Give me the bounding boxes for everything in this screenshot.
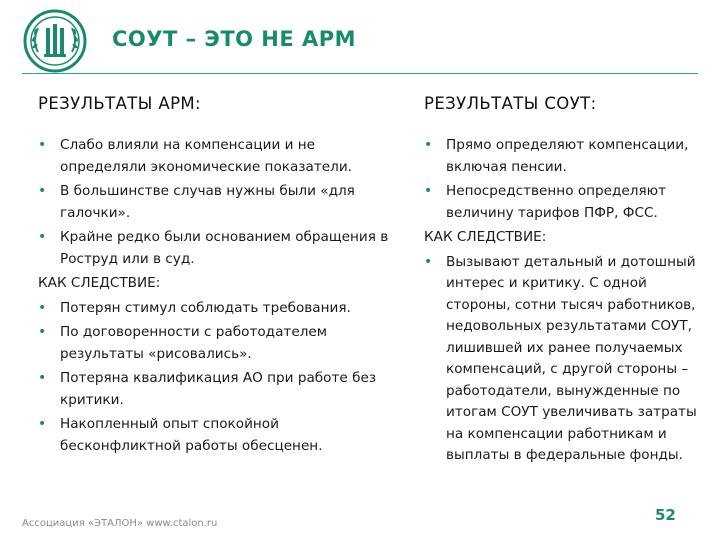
left-column <box>38 84 390 457</box>
list-item: • Прямо определяют компенсации, включая пенсии. <box>424 135 702 178</box>
section-label: КАК СЛЕДСТВИЕ: <box>424 229 547 245</box>
list-item: • В большинстве случав нужны были «для галочки». <box>38 181 390 224</box>
right-column <box>424 84 702 467</box>
right-list <box>424 135 702 467</box>
slide-title: СОУТ – ЭТО НЕ АРМ <box>112 27 357 51</box>
list-item: • Накопленный опыт спокойной бесконфликтной работы обесценен. <box>38 414 390 457</box>
list-item: • Потеряна квалификация АО при работе без критики. <box>38 368 390 411</box>
list-item: • Крайне редко были основанием обращения в Роструд или в суд. <box>38 227 390 270</box>
list-item: • Вызывают детальный и дотошный интерес и критику. С одной стороны, сотни тысяч работников, недовольных результатами СОУТ, лишившей их ранее получаемых компенсаций, с другой стороны – работодатели, вынужденные по итогам СОУТ увеличивать затраты на компенсации работникам и выплаты в федеральные фонды. <box>424 252 702 467</box>
list-item: • По договоренности с работодателем результаты «рисовались». <box>38 322 390 365</box>
right-heading: РЕЗУЛЬТАТЫ СОУТ: <box>424 94 597 113</box>
list-item: • Слабо влияли на компенсации и не определяли экономические показатели. <box>38 135 390 178</box>
header-divider <box>22 73 698 74</box>
left-list <box>38 135 390 457</box>
footer-text: Ассоциация «ЭТАЛОН» www.ctalon.ru <box>22 518 218 529</box>
emblem-logo <box>22 8 88 74</box>
list-item: • Непосредственно определяют величину тарифов ПФР, ФСС. <box>424 181 702 224</box>
left-heading: РЕЗУЛЬТАТЫ АРМ: <box>38 94 202 113</box>
list-item: • Потерян стимул соблюдать требования. <box>38 298 390 320</box>
section-label: КАК СЛЕДСТВИЕ: <box>38 275 161 291</box>
page-number: 52 <box>655 506 676 524</box>
